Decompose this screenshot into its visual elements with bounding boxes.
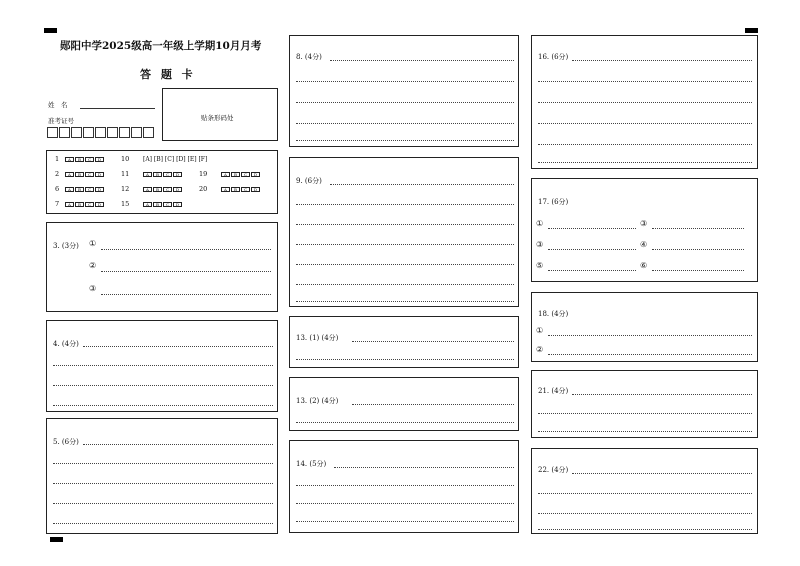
mc-q10-number: 10 <box>121 155 130 163</box>
q5-answer-5[interactable] <box>53 523 273 524</box>
alignment-marker-top-left <box>44 28 57 33</box>
alignment-marker-bottom-left <box>50 537 63 542</box>
q13-2-answer-1[interactable] <box>352 404 514 405</box>
q9-answer-6[interactable] <box>296 284 514 285</box>
q8-label: 8. (4分) <box>296 53 322 61</box>
q14-answer-2[interactable] <box>296 485 514 486</box>
q8-answer-4[interactable] <box>296 123 514 124</box>
mc-row-1[interactable]: 1 A B C D 10 [A] [B] [C] [D] [E] [F] <box>55 155 208 163</box>
q3-box: 3. (3分) ① ② ③ <box>46 222 278 312</box>
q21-label: 21. (4分) <box>538 387 569 395</box>
ticket-number-label: 准考证号 <box>48 117 74 125</box>
q17-box: 17. (6分) ① ③ ③ ④ ⑤ ⑥ <box>531 178 758 282</box>
q22-label: 22. (4分) <box>538 466 569 474</box>
ticket-number-grid[interactable] <box>47 127 155 138</box>
q4-label: 4. (4分) <box>53 340 79 348</box>
q16-answer-3[interactable] <box>538 102 752 103</box>
q16-answer-4[interactable] <box>538 123 752 124</box>
q14-label: 14. (5分) <box>296 460 327 468</box>
q16-label: 16. (6分) <box>538 53 569 61</box>
q9-answer-7[interactable] <box>296 301 514 302</box>
q3-answer-3[interactable] <box>101 294 271 295</box>
q13-2-label: 13. (2) (4分) <box>296 397 339 405</box>
q13-2-box <box>289 377 519 431</box>
q3-answer-1[interactable] <box>101 249 271 250</box>
q4-answer-2[interactable] <box>53 365 273 366</box>
q14-answer-3[interactable] <box>296 503 514 504</box>
q5-answer-4[interactable] <box>53 503 273 504</box>
q18-answer-2[interactable] <box>548 354 752 355</box>
q17-label: 17. (6分) <box>538 198 569 206</box>
q5-answer-3[interactable] <box>53 483 273 484</box>
q4-answer-4[interactable] <box>53 405 273 406</box>
q8-answer-3[interactable] <box>296 102 514 103</box>
multiple-choice-box <box>46 150 278 214</box>
name-field[interactable] <box>80 108 155 109</box>
q22-answer-3[interactable] <box>538 513 752 514</box>
q16-answer-2[interactable] <box>538 81 752 82</box>
q22-box <box>531 448 758 534</box>
mc-row-3[interactable]: 6 A B C D 12 A B C D 20 A B C D <box>55 185 261 193</box>
q22-answer-1[interactable] <box>572 473 752 474</box>
q8-box <box>289 35 519 147</box>
q21-answer-1[interactable] <box>572 394 752 395</box>
name-label: 姓 名 <box>48 101 68 109</box>
q5-box <box>46 418 278 534</box>
q16-answer-5[interactable] <box>538 144 752 145</box>
q21-answer-3[interactable] <box>538 431 752 432</box>
q9-answer-4[interactable] <box>296 244 514 245</box>
q16-answer-1[interactable] <box>572 60 752 61</box>
q14-answer-1[interactable] <box>334 467 514 468</box>
q13-2-answer-2[interactable] <box>296 422 514 423</box>
alignment-marker-top-right <box>745 28 758 33</box>
q22-answer-4[interactable] <box>538 529 752 530</box>
q13-1-box <box>289 316 519 368</box>
q9-label: 9. (6分) <box>296 177 322 185</box>
q17-answer-5[interactable] <box>548 270 636 271</box>
q9-answer-3[interactable] <box>296 224 514 225</box>
q17-answer-1[interactable] <box>548 228 636 229</box>
q21-box <box>531 370 758 438</box>
q8-answer-5[interactable] <box>296 140 514 141</box>
q9-box <box>289 157 519 307</box>
q18-label: 18. (4分) <box>538 310 569 318</box>
exam-title: 郧阳中学2025级高一年级上学期10月月考 <box>60 40 262 52</box>
q13-1-label: 13. (1) (4分) <box>296 334 339 342</box>
q18-answer-1[interactable] <box>548 335 752 336</box>
q4-answer-3[interactable] <box>53 385 273 386</box>
mc-q10-options: [A] [B] [C] [D] [E] [F] <box>143 155 208 163</box>
q17-answer-6[interactable] <box>652 270 744 271</box>
q3-answer-2[interactable] <box>101 271 271 272</box>
q14-box <box>289 440 519 533</box>
q17-answer-4[interactable] <box>652 249 744 250</box>
mc-row-4[interactable]: 7 A B C D 15 A B C D <box>55 200 183 208</box>
q18-box: 18. (4分) ① ② <box>531 292 758 362</box>
q16-answer-6[interactable] <box>538 162 752 163</box>
q3-label: 3. (3分) <box>53 242 79 250</box>
q13-1-answer-2[interactable] <box>296 359 514 360</box>
q16-box <box>531 35 758 169</box>
q8-answer-1[interactable] <box>330 60 514 61</box>
q9-answer-2[interactable] <box>296 204 514 205</box>
q9-answer-5[interactable] <box>296 264 514 265</box>
barcode-label: 贴条形码处 <box>201 114 234 122</box>
barcode-area <box>162 88 278 141</box>
q9-answer-1[interactable] <box>330 184 514 185</box>
q4-answer-1[interactable] <box>83 346 273 347</box>
q5-label: 5. (6分) <box>53 438 79 446</box>
card-title: 答 题 卡 <box>140 68 196 81</box>
q17-answer-3[interactable] <box>548 249 636 250</box>
q14-answer-4[interactable] <box>296 521 514 522</box>
q4-box <box>46 320 278 412</box>
q22-answer-2[interactable] <box>538 493 752 494</box>
q17-answer-2[interactable] <box>652 228 744 229</box>
q5-answer-1[interactable] <box>83 444 273 445</box>
mc-row-2[interactable]: 2 A B C D 11 A B C D 19 A B C D <box>55 170 261 178</box>
q5-answer-2[interactable] <box>53 463 273 464</box>
q21-answer-2[interactable] <box>538 413 752 414</box>
q13-1-answer-1[interactable] <box>352 341 514 342</box>
q8-answer-2[interactable] <box>296 81 514 82</box>
